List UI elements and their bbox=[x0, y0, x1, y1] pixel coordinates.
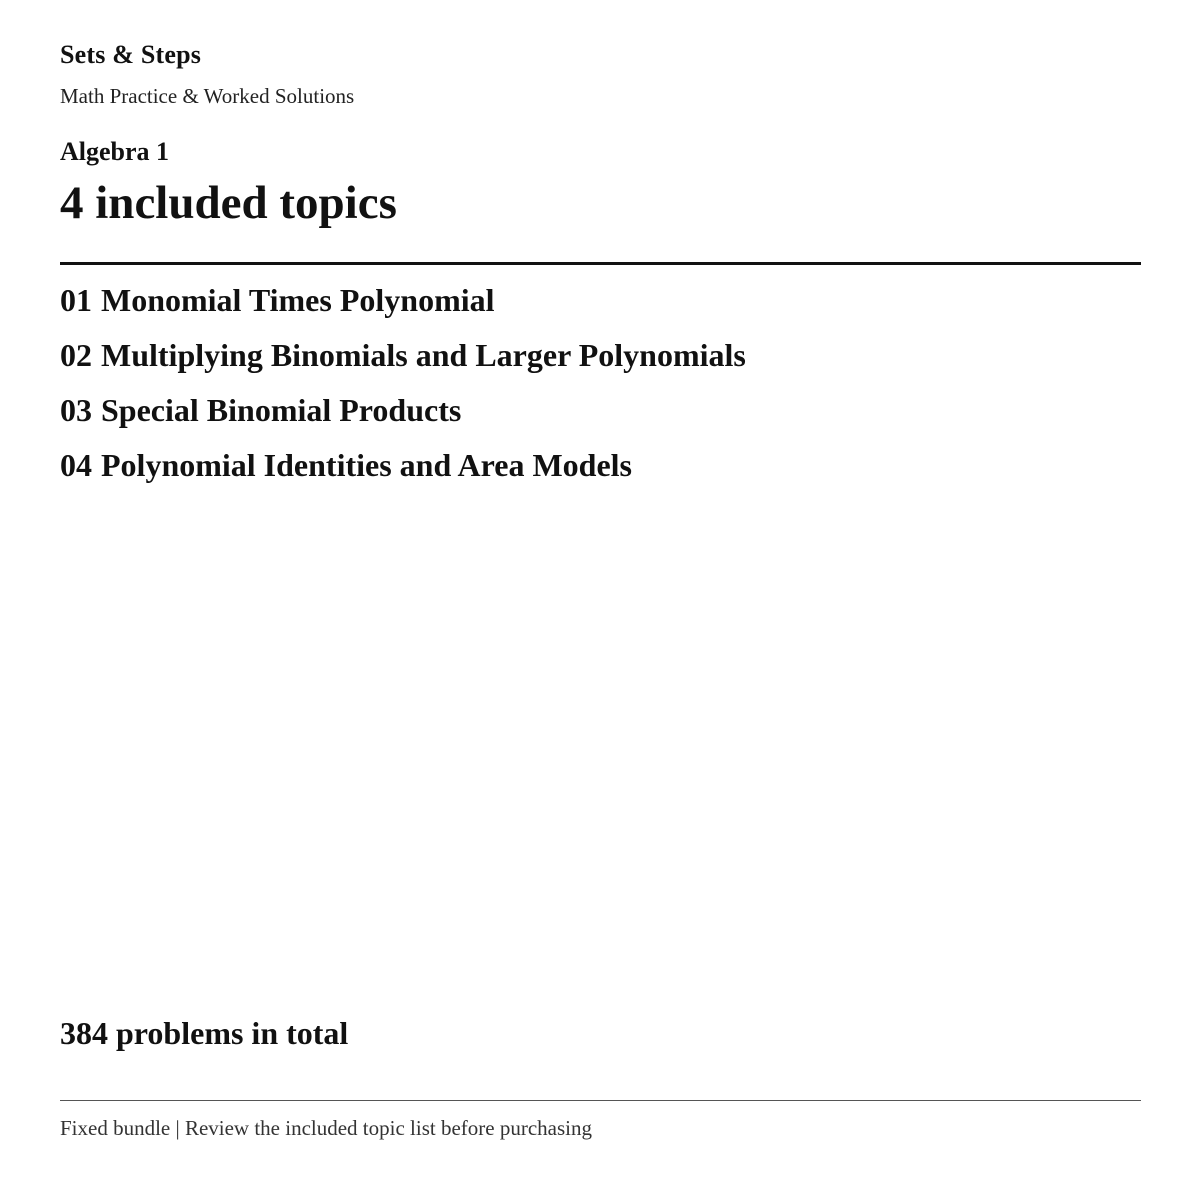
bottom-divider bbox=[60, 1100, 1141, 1101]
topic-item bbox=[60, 280, 746, 335]
topic-title: Special Binomial Products bbox=[101, 392, 462, 428]
topic-item bbox=[60, 390, 746, 445]
topic-count-heading: 4 included topics bbox=[60, 177, 397, 229]
brand-name: Sets & Steps bbox=[60, 40, 202, 69]
topic-number: 04 bbox=[60, 447, 92, 483]
topic-number: 02 bbox=[60, 337, 92, 373]
topic-title: Polynomial Identities and Area Models bbox=[101, 447, 632, 483]
footer-note: Fixed bundle | Review the included topic list before purchasing bbox=[60, 1116, 592, 1140]
topic-list bbox=[60, 280, 746, 500]
topic-title: Multiplying Binomials and Larger Polynomials bbox=[101, 337, 746, 373]
topic-item bbox=[60, 335, 746, 390]
problem-total: 384 problems in total bbox=[60, 1015, 349, 1051]
topic-title: Monomial Times Polynomial bbox=[101, 282, 495, 318]
course-title: Algebra 1 bbox=[60, 137, 170, 166]
top-divider bbox=[60, 262, 1141, 265]
topic-number: 01 bbox=[60, 282, 92, 318]
topic-item bbox=[60, 445, 746, 500]
bundle-page bbox=[60, 0, 1141, 1200]
brand-tagline: Math Practice & Worked Solutions bbox=[60, 84, 355, 108]
topic-number: 03 bbox=[60, 392, 92, 428]
